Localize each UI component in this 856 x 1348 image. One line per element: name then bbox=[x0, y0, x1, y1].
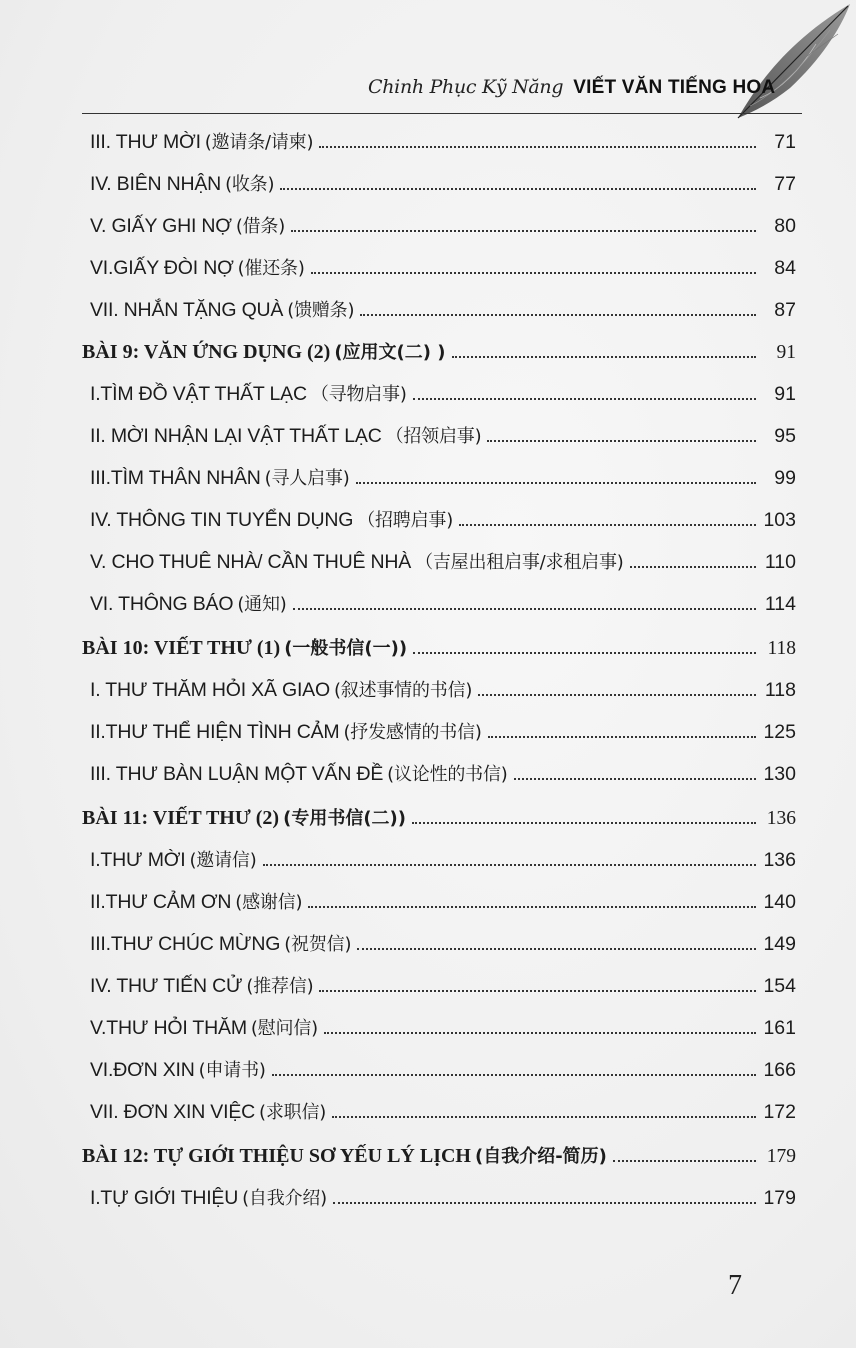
running-header bbox=[0, 0, 856, 120]
toc-entry-title: II. MỜI NHẬN LẠI VẬT THẤT LẠC bbox=[90, 425, 382, 447]
toc-entry-title: I.THƯ MỜI bbox=[90, 849, 186, 871]
toc-entry-page: 172 bbox=[763, 1101, 796, 1123]
toc-chapter-entry bbox=[82, 626, 796, 660]
toc-entry-page: 91 bbox=[776, 342, 796, 363]
toc-entry-chinese: (收条) bbox=[225, 174, 275, 195]
toc-section-entry bbox=[90, 922, 796, 956]
toc-section-entry bbox=[90, 880, 796, 914]
toc-entry-page: 136 bbox=[763, 849, 796, 871]
toc-section-entry bbox=[90, 1090, 796, 1124]
toc-section-entry bbox=[90, 752, 796, 786]
toc-entry-chinese: (叙述事情的书信) bbox=[333, 680, 473, 701]
dot-leader bbox=[293, 608, 756, 610]
dot-leader bbox=[272, 1074, 756, 1076]
toc-entry-title: IV. THÔNG TIN TUYỂN DỤNG bbox=[90, 509, 354, 531]
dot-leader bbox=[319, 146, 756, 148]
toc-entry-chinese: (慰问信) bbox=[250, 1018, 318, 1039]
dot-leader bbox=[487, 440, 756, 442]
toc-entry-chinese: (一般书信(一)) bbox=[284, 638, 408, 659]
toc-entry-chinese: (专用书信(二)) bbox=[283, 808, 406, 829]
toc-entry-label bbox=[90, 254, 305, 280]
dot-leader bbox=[452, 356, 756, 358]
toc-entry-chinese: (邀请条/请柬) bbox=[204, 132, 314, 153]
toc-entry-chinese: （招领启事) bbox=[385, 426, 482, 447]
toc-entry-page: 136 bbox=[766, 808, 796, 829]
toc-entry-title: V.THƯ HỎI THĂM bbox=[90, 1017, 247, 1039]
toc-entry-label bbox=[90, 888, 302, 914]
toc-entry-chinese: (自我介绍-简历) bbox=[474, 1146, 607, 1167]
toc-entry-label bbox=[90, 506, 453, 532]
toc-entry-label bbox=[82, 1142, 607, 1168]
toc-entry-page: 80 bbox=[774, 215, 796, 237]
toc-entry-page: 103 bbox=[763, 509, 796, 531]
dot-leader bbox=[488, 736, 756, 738]
dot-leader bbox=[357, 948, 756, 950]
page-number: 7 bbox=[728, 1270, 742, 1301]
toc-entry-label bbox=[90, 128, 313, 154]
dot-leader bbox=[280, 188, 756, 190]
toc-entry-title: II.THƯ CẢM ƠN bbox=[90, 891, 232, 913]
toc-section-entry bbox=[90, 582, 796, 616]
toc-entry-page: 130 bbox=[763, 763, 796, 785]
dot-leader bbox=[514, 778, 756, 780]
toc-entry-title: VII. NHẮN TẶNG QUÀ bbox=[90, 299, 284, 321]
toc-entry-title: IV. BIÊN NHẬN bbox=[90, 173, 222, 195]
toc-entry-title: III. THƯ MỜI bbox=[90, 131, 201, 153]
toc-entry-title: BÀI 9: VĂN ỨNG DỤNG (2) bbox=[82, 341, 331, 363]
toc-entry-page: 87 bbox=[774, 299, 796, 321]
dot-leader bbox=[263, 864, 756, 866]
toc-entry-label bbox=[90, 760, 508, 786]
toc-entry-title: BÀI 10: VIẾT THƯ (1) bbox=[82, 637, 281, 659]
toc-entry-label bbox=[90, 972, 313, 998]
toc-entry-label bbox=[90, 1184, 327, 1210]
toc-entry-label bbox=[90, 930, 351, 956]
toc-entry-title: VI.GIẤY ĐÒI NỢ bbox=[90, 257, 234, 279]
toc-entry-label bbox=[90, 548, 624, 574]
toc-entry-label bbox=[90, 422, 481, 448]
toc-entry-label bbox=[90, 718, 482, 744]
dot-leader bbox=[413, 652, 756, 654]
toc-entry-chinese: (求职信) bbox=[259, 1102, 327, 1123]
toc-entry-chinese: (催还条) bbox=[237, 258, 305, 279]
dot-leader bbox=[413, 398, 756, 400]
toc-section-entry bbox=[90, 204, 796, 238]
toc-section-entry bbox=[90, 120, 796, 154]
toc-entry-label bbox=[90, 380, 407, 406]
dot-leader bbox=[324, 1032, 756, 1034]
dot-leader bbox=[478, 694, 756, 696]
toc-entry-title: II.THƯ THỂ HIỆN TÌNH CẢM bbox=[90, 721, 340, 743]
toc-entry-label bbox=[90, 1056, 266, 1082]
toc-entry-page: 149 bbox=[763, 933, 796, 955]
toc-entry-page: 118 bbox=[764, 679, 796, 701]
toc-entry-page: 161 bbox=[763, 1017, 796, 1039]
toc-entry-label bbox=[82, 338, 446, 364]
toc-section-entry bbox=[90, 838, 796, 872]
toc-entry-label bbox=[90, 846, 257, 872]
toc-section-entry bbox=[90, 162, 796, 196]
toc-entry-title: IV. THƯ TIẾN CỬ bbox=[90, 975, 243, 997]
dot-leader bbox=[311, 272, 756, 274]
toc-section-entry bbox=[90, 246, 796, 280]
toc-entry-chinese: (申请书) bbox=[198, 1060, 266, 1081]
dot-leader bbox=[613, 1160, 756, 1162]
toc-entry-title: VII. ĐƠN XIN VIỆC bbox=[90, 1101, 256, 1123]
toc-entry-page: 166 bbox=[763, 1059, 796, 1081]
toc-section-entry bbox=[90, 540, 796, 574]
toc-section-entry bbox=[90, 456, 796, 490]
toc-entry-page: 179 bbox=[763, 1187, 796, 1209]
toc-entry-chinese: （寻物启事) bbox=[310, 384, 407, 405]
toc-entry-chinese: (寻人启事) bbox=[264, 468, 350, 489]
toc-entry-label bbox=[90, 1098, 326, 1124]
dot-leader bbox=[360, 314, 756, 316]
toc-section-entry bbox=[90, 710, 796, 744]
toc-entry-page: 140 bbox=[763, 891, 796, 913]
dot-leader bbox=[319, 990, 756, 992]
toc-entry-title: III.THƯ CHÚC MỪNG bbox=[90, 933, 281, 955]
dot-leader bbox=[412, 822, 756, 824]
header-title bbox=[368, 76, 775, 99]
toc-chapter-entry bbox=[82, 796, 796, 830]
toc-entry-title: I. THƯ THĂM HỎI XÃ GIAO bbox=[90, 679, 330, 701]
toc-section-entry bbox=[90, 372, 796, 406]
toc-entry-page: 77 bbox=[774, 173, 796, 195]
toc-entry-page: 84 bbox=[774, 257, 796, 279]
toc-entry-chinese: (馈赠条) bbox=[287, 300, 355, 321]
toc-entry-title: VI.ĐƠN XIN bbox=[90, 1059, 195, 1081]
toc-entry-label bbox=[90, 590, 287, 616]
toc-entry-page: 91 bbox=[774, 383, 796, 405]
toc-entry-chinese: (应用文(二) ) bbox=[334, 342, 446, 363]
toc-entry-chinese: (推荐信) bbox=[246, 976, 314, 997]
toc-entry-page: 154 bbox=[763, 975, 796, 997]
toc-entry-chinese: (祝贺信) bbox=[284, 934, 352, 955]
dot-leader bbox=[291, 230, 756, 232]
toc-entry-chinese: (感谢信) bbox=[235, 892, 303, 913]
toc-chapter-entry bbox=[82, 330, 796, 364]
toc-entry-title: III.TÌM THÂN NHÂN bbox=[90, 467, 261, 489]
toc-entry-title: I.TÌM ĐỒ VẬT THẤT LẠC bbox=[90, 383, 307, 405]
toc-entry-page: 179 bbox=[766, 1146, 796, 1167]
toc-entry-chinese: （招聘启事) bbox=[357, 510, 454, 531]
toc-section-entry bbox=[90, 1006, 796, 1040]
feather-quill-icon bbox=[720, 0, 856, 130]
dot-leader bbox=[308, 906, 756, 908]
dot-leader bbox=[356, 482, 756, 484]
dot-leader bbox=[332, 1116, 756, 1118]
toc-entry-chinese: (议论性的书信) bbox=[387, 764, 508, 785]
header-divider bbox=[82, 113, 802, 114]
toc-entry-title: III. THƯ BÀN LUẬN MỘT VẤN ĐỀ bbox=[90, 763, 384, 785]
dot-leader bbox=[630, 566, 756, 568]
toc-entry-page: 71 bbox=[774, 131, 796, 153]
toc-entry-title: BÀI 11: VIẾT THƯ (2) bbox=[82, 807, 280, 829]
toc-entry-page: 110 bbox=[764, 551, 796, 573]
toc-entry-label bbox=[90, 1014, 318, 1040]
toc-section-entry bbox=[90, 1048, 796, 1082]
toc-entry-page: 114 bbox=[764, 593, 796, 615]
toc-entry-page: 99 bbox=[774, 467, 796, 489]
toc-entry-chinese: （吉屋出租启事/求租启事) bbox=[415, 552, 624, 573]
toc-entry-chinese: (通知) bbox=[237, 594, 287, 615]
header-script-title: Chinh Phục Kỹ Năng bbox=[368, 76, 564, 98]
toc-entry-chinese: (抒发感情的书信) bbox=[343, 722, 482, 743]
toc-section-entry bbox=[90, 1176, 796, 1210]
toc-entry-chinese: (自我介绍) bbox=[242, 1188, 327, 1209]
dot-leader bbox=[333, 1202, 756, 1204]
toc-entry-title: BÀI 12: TỰ GIỚI THIỆU SƠ YẾU LÝ LỊCH bbox=[82, 1145, 471, 1167]
toc-entry-title: V. GIẤY GHI NỢ bbox=[90, 215, 232, 237]
toc-entry-chinese: (借条) bbox=[235, 216, 286, 237]
toc-entry-page: 95 bbox=[774, 425, 796, 447]
toc-entry-page: 118 bbox=[767, 638, 796, 659]
toc-section-entry bbox=[90, 668, 796, 702]
toc-entry-label bbox=[90, 212, 285, 238]
toc-chapter-entry bbox=[82, 1134, 796, 1168]
toc-entry-title: V. CHO THUÊ NHÀ/ CẦN THUÊ NHÀ bbox=[90, 551, 412, 573]
toc-entry-label bbox=[82, 634, 407, 660]
toc-entry-title: VI. THÔNG BÁO bbox=[90, 593, 234, 615]
toc-entry-label bbox=[90, 296, 354, 322]
toc-entry-label bbox=[90, 170, 274, 196]
header-bold-title: VIẾT VĂN TIẾNG HOA bbox=[573, 77, 776, 98]
toc-entry-label bbox=[90, 464, 350, 490]
dot-leader bbox=[459, 524, 756, 526]
toc-entry-label bbox=[90, 676, 472, 702]
toc-entry-title: I.TỰ GIỚI THIỆU bbox=[90, 1187, 239, 1209]
toc-section-entry bbox=[90, 498, 796, 532]
toc-section-entry bbox=[90, 288, 796, 322]
toc-entry-page: 125 bbox=[763, 721, 796, 743]
toc-section-entry bbox=[90, 964, 796, 998]
toc-section-entry bbox=[90, 414, 796, 448]
toc-entry-chinese: (邀请信) bbox=[189, 850, 257, 871]
toc-entry-label bbox=[82, 804, 406, 830]
